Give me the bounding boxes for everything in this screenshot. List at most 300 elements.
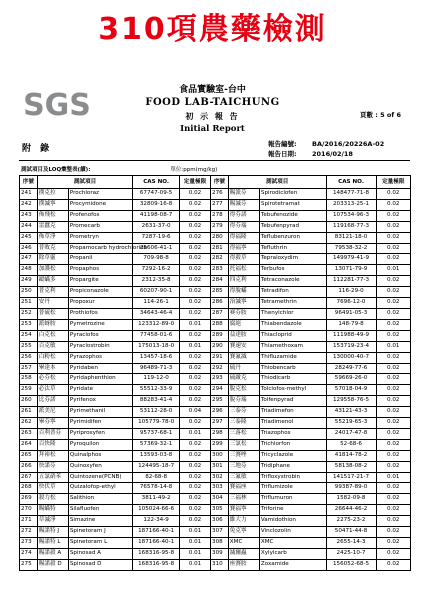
cell-cas: 156052-68-5	[326, 559, 376, 570]
table-row	[20, 341, 411, 352]
cell-loq: 0.02	[179, 276, 210, 287]
cell-name-cn: 比芬諾	[37, 396, 68, 407]
cell-cas: 2275-23-2	[326, 516, 376, 527]
cell-cas: 187166-40-1	[133, 527, 180, 538]
cell-name-cn: 賜諾殺 D	[37, 559, 68, 570]
cell-name-cn: 維大力	[228, 516, 259, 527]
cell-cas: 77458-01-6	[133, 330, 180, 341]
cell-name-cn: 托福松	[228, 265, 259, 276]
cell-cas: 58138-08-2	[326, 461, 376, 472]
cell-name-cn: 得福隆	[228, 232, 259, 243]
cell-loq: 0.02	[179, 308, 210, 319]
cell-no: 247	[20, 254, 38, 265]
cell-loq: 0.02	[376, 418, 410, 429]
col-header-item: 測試項目	[228, 176, 326, 189]
cell-cas: 26644-46-2	[326, 505, 376, 516]
cell-name-en: Triadimefon	[259, 407, 326, 418]
cell-no: 286	[211, 298, 229, 309]
cell-name-en: Pyroquilon	[68, 439, 132, 450]
cell-name-en: Pyrazophos	[68, 352, 132, 363]
cell-loq: 0.01	[179, 319, 210, 330]
table-row	[20, 221, 411, 232]
cell-loq: 0.02	[376, 505, 410, 516]
cell-name-en: Tolclofos-methyl	[259, 385, 326, 396]
cell-cas: 25606-41-1	[133, 243, 180, 254]
table-row	[20, 559, 411, 570]
cell-no: 252	[20, 308, 38, 319]
cell-name-cn: 賜諾殺 A	[37, 548, 68, 559]
cell-loq: 0.02	[179, 461, 210, 472]
cell-name-en: Promecarb	[68, 221, 132, 232]
cell-no: 244	[20, 221, 38, 232]
cell-no: 267	[20, 472, 38, 483]
cell-loq: 0.02	[376, 308, 410, 319]
cell-name-cn: 撲滅寧	[37, 199, 68, 210]
cell-name-en: Teflubenzuron	[259, 232, 326, 243]
table-row	[20, 385, 411, 396]
cell-loq: 0.02	[179, 385, 210, 396]
cell-name-cn: 賜滅芬	[228, 199, 259, 210]
cell-loq: 0.02	[179, 254, 210, 265]
cell-no: 242	[20, 199, 38, 210]
cell-loq: 0.02	[376, 374, 410, 385]
cell-loq: 0.04	[179, 407, 210, 418]
cell-name-en: Tebufenpyrad	[259, 221, 326, 232]
cell-no: 297	[211, 418, 229, 429]
cell-name-en: Xylylcarb	[259, 548, 326, 559]
table-row	[20, 232, 411, 243]
cell-cas: 88283-41-4	[133, 396, 180, 407]
table-row	[20, 505, 411, 516]
cell-name-en: Propamocarb hydrochloride	[68, 243, 132, 254]
cell-loq: 0.02	[179, 516, 210, 527]
cell-name-en: Tepraloxydim	[259, 254, 326, 265]
cell-loq: 0.02	[376, 189, 410, 200]
cell-name-cn: 畢芬寧	[37, 418, 68, 429]
cell-cas: 67747-09-5	[133, 189, 180, 200]
cell-cas: 52-68-6	[326, 439, 376, 450]
cell-no: 258	[20, 374, 38, 385]
cell-no: 269	[20, 494, 38, 505]
cell-name-cn: 三福林	[228, 494, 259, 505]
cell-cas: 123312-89-0	[133, 319, 180, 330]
report-date-value: 2016/02/18	[312, 150, 353, 158]
cell-name-cn: 百利普芬	[37, 428, 68, 439]
cell-name-en: Trichlorfon	[259, 439, 326, 450]
cell-no: 272	[20, 527, 38, 538]
cell-cas: 111988-49-9	[326, 330, 376, 341]
cell-name-en: Tetraconazole	[259, 276, 326, 287]
cell-no: 261	[20, 407, 38, 418]
cell-loq: 0.02	[179, 494, 210, 505]
table-caption-row	[21, 165, 411, 173]
cell-name-en: Tridiphane	[259, 461, 326, 472]
table-row	[20, 516, 411, 527]
cell-cas: 55219-65-3	[326, 418, 376, 429]
cell-loq: 0.02	[179, 199, 210, 210]
cell-no: 243	[20, 210, 38, 221]
cell-no: 291	[211, 352, 229, 363]
cell-name-en: Propoxur	[68, 298, 132, 309]
cell-name-cn: 得芬諾	[228, 210, 259, 221]
cell-name-en: Triazophos	[259, 428, 326, 439]
cell-cas: 7287-19-6	[133, 232, 180, 243]
cell-name-cn: 草滅淨	[37, 516, 68, 527]
cell-no: 295	[211, 396, 229, 407]
cell-name-cn: 賽福寧	[228, 505, 259, 516]
cell-no: 274	[20, 548, 38, 559]
table-caption: 測試項目及LOQ彙整表(續):	[21, 167, 91, 173]
cell-loq: 0.02	[376, 407, 410, 418]
cell-loq: 0.02	[179, 232, 210, 243]
cell-loq: 0.02	[376, 199, 410, 210]
cell-name-cn: 賽速安	[228, 341, 259, 352]
report-meta	[268, 139, 384, 159]
cell-name-en: Spirodiclofen	[259, 189, 326, 200]
report-type-cn: 初 示 報 告	[185, 111, 240, 121]
cell-loq: 0.02	[179, 483, 210, 494]
cell-no: 262	[20, 418, 38, 429]
cell-loq: 0.02	[376, 385, 410, 396]
cell-name-cn: 滅爾蟲	[228, 548, 259, 559]
cell-name-cn: 三氯松	[228, 439, 259, 450]
cell-cas: 55512-33-9	[133, 385, 180, 396]
cell-name-cn: 殺力松	[37, 494, 68, 505]
cell-no: 283	[211, 265, 229, 276]
cell-name-cn: 佈草淨	[37, 232, 68, 243]
cell-loq: 0.01	[179, 527, 210, 538]
cell-name-en: Propanil	[68, 254, 132, 265]
cell-name-cn: 座賽胺	[228, 559, 259, 570]
cell-no: 280	[211, 232, 229, 243]
cell-name-cn: 得福寧	[228, 243, 259, 254]
cell-name-cn: 佈飛松	[37, 210, 68, 221]
cell-cas: 7696-12-0	[326, 298, 376, 309]
cell-loq: 0.02	[179, 210, 210, 221]
cell-no: 249	[20, 276, 38, 287]
cell-name-cn: 治滅寧	[228, 298, 259, 309]
cell-cas: 187166-40-1	[133, 538, 180, 549]
cell-name-cn: 三賽唑	[228, 450, 259, 461]
cell-loq: 0.02	[376, 494, 410, 505]
cell-name-en: Trifloxystrobin	[259, 472, 326, 483]
cell-cas: 2631-37-0	[133, 221, 180, 232]
cell-loq: 0.02	[179, 450, 210, 461]
cell-name-en: Thiodicarb	[259, 374, 326, 385]
cell-name-en: Pyridate	[68, 385, 132, 396]
cell-cas: 13457-18-6	[133, 352, 180, 363]
cell-name-cn: 安丹	[37, 298, 68, 309]
cell-name-cn: 白克松	[37, 330, 68, 341]
cell-name-en: Pymetrozine	[68, 319, 132, 330]
cell-cas: 105024-66-6	[133, 505, 180, 516]
cell-loq: 0.02	[179, 505, 210, 516]
cell-name-en: Tricyclazole	[259, 450, 326, 461]
cell-name-en: Triflumizole	[259, 483, 326, 494]
cell-name-en: Triadimenol	[259, 418, 326, 429]
cell-no: 282	[211, 254, 229, 265]
cell-no: 248	[20, 265, 38, 276]
cell-name-cn: 得殺草	[228, 254, 259, 265]
cell-no: 303	[211, 483, 229, 494]
cell-loq: 0.02	[179, 439, 210, 450]
cell-name-cn: 雷蠶克	[37, 221, 68, 232]
table-row	[20, 548, 411, 559]
cell-name-en: Quinoxyfen	[68, 461, 132, 472]
cell-no: 300	[211, 450, 229, 461]
table-row	[20, 265, 411, 276]
cell-no: 271	[20, 516, 38, 527]
cell-no: 251	[20, 298, 38, 309]
cell-name-cn: 三落松	[228, 428, 259, 439]
cell-cas: 107534-96-3	[326, 210, 376, 221]
table-row	[20, 243, 411, 254]
cell-name-en: Pyrifenox	[68, 396, 132, 407]
cell-name-en: Thiabendazole	[259, 319, 326, 330]
cell-loq: 0.02	[376, 276, 410, 287]
cell-no: 246	[20, 243, 38, 254]
cell-loq: 0.02	[376, 319, 410, 330]
cell-loq: 0.02	[376, 450, 410, 461]
cell-name-en: Spinetoram L	[68, 538, 132, 549]
cell-no: 307	[211, 527, 229, 538]
cell-name-cn: 普敗克	[37, 243, 68, 254]
cell-loq: 0.02	[376, 396, 410, 407]
cell-loq: 0.02	[376, 254, 410, 265]
cell-name-en: Pyriproxyfen	[68, 428, 132, 439]
cell-loq: 0.01	[179, 428, 210, 439]
report-header	[120, 82, 305, 134]
cell-cas: 83121-18-0	[326, 232, 376, 243]
cell-cas: 149979-41-9	[326, 254, 376, 265]
cell-no: 263	[20, 428, 38, 439]
table-row	[20, 450, 411, 461]
cell-name-en: Vinclozolin	[259, 527, 326, 538]
cell-name-en: Procymidone	[68, 199, 132, 210]
cell-loq: 0.02	[376, 439, 410, 450]
banner-title: 310項農藥檢測	[98, 12, 327, 47]
cell-no: 278	[211, 210, 229, 221]
loq-table	[19, 175, 411, 571]
cell-loq: 0.02	[376, 538, 410, 549]
col-header-no: 序號	[211, 176, 229, 189]
cell-name-en: Triforine	[259, 505, 326, 516]
cell-name-cn: 五氯硝苯	[37, 472, 68, 483]
cell-loq: 0.02	[376, 243, 410, 254]
cell-loq: 0.02	[376, 559, 410, 570]
cell-loq: 0.02	[376, 232, 410, 243]
cell-cas: 99387-89-0	[326, 483, 376, 494]
cell-cas: 124495-18-7	[133, 461, 180, 472]
cell-cas: 153719-23-4	[326, 341, 376, 352]
cell-no: 255	[20, 341, 38, 352]
cell-name-cn: 白粉松	[37, 352, 68, 363]
cell-name-en: Spirotetramat	[259, 199, 326, 210]
cell-name-cn: 必芬松	[37, 374, 68, 385]
cell-no: 293	[211, 374, 229, 385]
cell-name-en: Propiconazole	[68, 287, 132, 298]
cell-name-cn: 派美尼	[37, 407, 68, 418]
table-row	[20, 308, 411, 319]
cell-no: 266	[20, 461, 38, 472]
cell-name-cn: 脫芬瑞	[228, 396, 259, 407]
cell-name-cn: 百快隆	[37, 439, 68, 450]
cell-no: 308	[211, 538, 229, 549]
cell-name-cn: 快伏草	[37, 483, 68, 494]
cell-name-en: Thiamethoxam	[259, 341, 326, 352]
cell-loq: 0.02	[376, 352, 410, 363]
cell-name-en: Tebufenozide	[259, 210, 326, 221]
col-header-item: 測試項目	[37, 176, 133, 189]
cell-name-cn: 百克敏	[37, 341, 68, 352]
table-row	[20, 330, 411, 341]
cell-name-en: Vamidothion	[259, 516, 326, 527]
cell-name-en: Salithion	[68, 494, 132, 505]
table-row	[20, 254, 411, 265]
cell-no: 290	[211, 341, 229, 352]
lab-name-cn: 食品實驗室-台中	[179, 85, 246, 95]
table-row	[20, 199, 411, 210]
cell-name-cn: 毆蟎多	[37, 276, 68, 287]
report-no-value: BA/2016/20226A-02	[312, 140, 385, 148]
cell-cas: 148477-71-8	[326, 189, 376, 200]
cell-loq: 0.02	[376, 428, 410, 439]
unit-label: 單位:ppm(mg/kg)	[170, 167, 218, 173]
cell-loq: 0.02	[179, 298, 210, 309]
cell-no: 285	[211, 287, 229, 298]
cell-name-cn: 得芬瑞	[228, 221, 259, 232]
cell-loq: 0.02	[179, 221, 210, 232]
cell-cas: 141517-21-7	[326, 472, 376, 483]
cell-name-en: Propargite	[68, 276, 132, 287]
cell-no: 287	[211, 308, 229, 319]
cell-name-cn: 普克利	[37, 287, 68, 298]
cell-name-cn: 賜諾特 L	[37, 538, 68, 549]
cell-no: 299	[211, 439, 229, 450]
cell-loq: 0.02	[376, 210, 410, 221]
cell-cas: 168316-95-8	[133, 548, 180, 559]
cell-loq: 0.02	[179, 243, 210, 254]
cell-name-en: Triflumuron	[259, 494, 326, 505]
cell-cas: 57018-04-9	[326, 385, 376, 396]
cell-cas: 203313-25-1	[326, 199, 376, 210]
cell-name-cn: 普硫松	[37, 308, 68, 319]
cell-no: 294	[211, 385, 229, 396]
cell-cas: 24017-47-8	[326, 428, 376, 439]
cell-name-en: Propaphos	[68, 265, 132, 276]
cell-no: 306	[211, 516, 229, 527]
table-row	[20, 439, 411, 450]
col-header-cas: CAS NO.	[326, 176, 376, 189]
cell-no: 289	[211, 330, 229, 341]
col-header-loq: 定量極限	[179, 176, 210, 189]
cell-name-en: Pyraclostrobin	[68, 341, 132, 352]
cell-loq: 0.02	[376, 287, 410, 298]
table-row	[20, 189, 411, 200]
cell-no: 254	[20, 330, 38, 341]
cell-loq: 0.02	[179, 287, 210, 298]
cell-cas: 175013-18-0	[133, 341, 180, 352]
col-header-no: 序號	[20, 176, 38, 189]
cell-cas: 82-68-8	[133, 472, 180, 483]
cell-cas: 116-29-0	[326, 287, 376, 298]
cell-no: 288	[211, 319, 229, 330]
table-header-row	[20, 176, 411, 189]
cell-name-cn: 快諾芬	[37, 461, 68, 472]
cell-name-cn: 賜派芬	[228, 189, 259, 200]
cell-cas: 41198-08-7	[133, 210, 180, 221]
table-row	[20, 276, 411, 287]
sgs-logo-text: SGS	[23, 88, 91, 123]
col-header-loq: 定量極限	[376, 176, 410, 189]
cell-loq: 0.01	[179, 538, 210, 549]
cell-no: 257	[20, 363, 38, 374]
cell-no: 245	[20, 232, 38, 243]
cell-cas: 105779-78-0	[133, 418, 180, 429]
cell-name-cn: 赛芬胺	[228, 308, 259, 319]
cell-cas: 2655-14-3	[326, 538, 376, 549]
cell-cas: 96491-05-3	[326, 308, 376, 319]
cell-name-en: Quinalphos	[68, 450, 132, 461]
cell-name-en: XMC	[259, 538, 326, 549]
cell-cas: 32809-16-8	[133, 199, 180, 210]
cell-name-en: Tefluthrin	[259, 243, 326, 254]
cell-no: 253	[20, 319, 38, 330]
cell-no: 296	[211, 407, 229, 418]
cell-name-en: Quintozene(PCNB)	[68, 472, 132, 483]
cell-name-cn: 賜蟎特	[37, 505, 68, 516]
cell-loq: 0.02	[179, 189, 210, 200]
cell-no: 301	[211, 461, 229, 472]
cell-no: 279	[211, 221, 229, 232]
cell-cas: 119-12-0	[133, 374, 180, 385]
cell-name-cn: 硫敵克	[228, 374, 259, 385]
cell-loq: 0.01	[179, 559, 210, 570]
cell-loq: 0.01	[376, 472, 410, 483]
cell-no: 284	[211, 276, 229, 287]
cell-name-cn: 畢達本	[37, 363, 68, 374]
cell-loq: 0.02	[179, 363, 210, 374]
cell-cas: 13071-79-9	[326, 265, 376, 276]
cell-cas: 96489-71-3	[133, 363, 180, 374]
cell-cas: 50471-44-8	[326, 527, 376, 538]
cell-cas: 709-98-8	[133, 254, 180, 265]
table-row	[20, 483, 411, 494]
cell-name-en: Pyridaphenthion	[68, 374, 132, 385]
cell-no: 241	[20, 189, 38, 200]
cell-cas: 34643-46-4	[133, 308, 180, 319]
cell-name-cn: 腐絕	[228, 319, 259, 330]
table-row	[20, 538, 411, 549]
cell-name-cn: 必汰草	[37, 385, 68, 396]
cell-cas: 122-34-9	[133, 516, 180, 527]
cell-no: 268	[20, 483, 38, 494]
cell-name-cn: 賽福座	[228, 483, 259, 494]
cell-no: 264	[20, 439, 38, 450]
cell-cas: 114-26-1	[133, 298, 180, 309]
cell-no: 298	[211, 428, 229, 439]
cell-name-cn: 硫丹	[228, 363, 259, 374]
cell-name-en: Prothiofos	[68, 308, 132, 319]
cell-name-en: Thiacloprid	[259, 330, 326, 341]
header-divider	[19, 160, 410, 161]
annex-heading: 附 錄	[22, 144, 53, 154]
report-date-label: 報告日期:	[268, 150, 297, 158]
cell-no: 309	[211, 548, 229, 559]
cell-name-en: Tetradifon	[259, 287, 326, 298]
cell-name-en: Quizalofop-ethyl	[68, 483, 132, 494]
cell-loq: 0.02	[179, 396, 210, 407]
